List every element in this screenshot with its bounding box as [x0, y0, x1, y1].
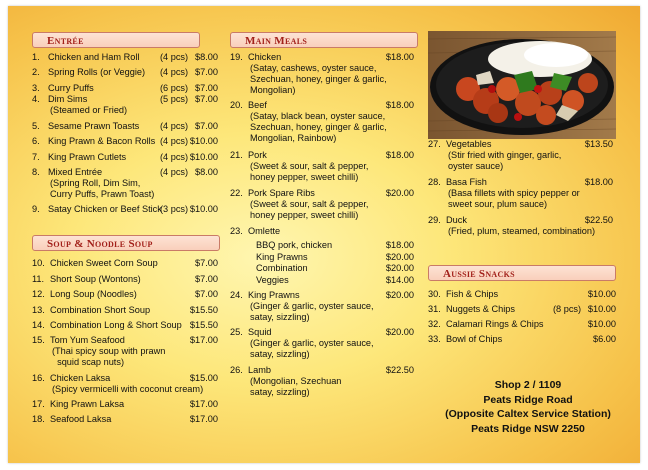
item-name: Squid	[248, 327, 272, 337]
section-header-aussie: Aussie Snacks	[428, 265, 616, 281]
item-price: $18.00	[385, 100, 414, 110]
item-price: $7.00	[195, 83, 218, 93]
item-name: Nuggets & Chips	[446, 304, 515, 314]
item-number: 1.	[32, 52, 40, 62]
menu-item	[32, 204, 218, 215]
item-number: 24.	[230, 290, 243, 300]
menu-item	[32, 83, 218, 94]
menu-item	[230, 327, 414, 359]
menu-item	[230, 365, 414, 397]
item-price: $18.00	[385, 52, 414, 62]
item-number: 7.	[32, 152, 40, 162]
item-name: Seafood Laksa	[50, 414, 112, 424]
item-name: Dim Sims	[48, 94, 88, 104]
item-quantity: (4 pcs)	[160, 152, 189, 162]
item-name: King Prawn Laksa	[50, 399, 125, 409]
menu-item	[32, 152, 218, 163]
item-description: (Spring Roll, Dim Sim, Curry Puffs, Prawn Toast)	[50, 178, 155, 199]
item-name: Lamb	[248, 365, 271, 375]
menu-item	[428, 319, 616, 330]
menu-item	[32, 52, 218, 63]
item-name: Curry Puffs	[48, 83, 94, 93]
item-number: 11.	[32, 274, 45, 284]
item-name: Bowl of Chips	[446, 334, 503, 344]
item-name: Spring Rolls (or Veggie)	[48, 67, 146, 77]
item-quantity: (4 pcs)	[160, 167, 189, 177]
item-number: 30.	[428, 289, 441, 299]
item-number: 15.	[32, 335, 45, 345]
item-name: Combination Short Soup	[50, 305, 151, 315]
item-price: $20.00	[385, 252, 414, 262]
item-number: 12.	[32, 289, 45, 299]
menu-item	[230, 150, 414, 182]
item-quantity: (5 pcs)	[160, 94, 189, 104]
item-name: Basa Fish	[446, 177, 487, 187]
item-name: King Prawn Cutlets	[48, 152, 127, 162]
item-price: $8.00	[195, 167, 218, 177]
menu-item	[230, 226, 414, 237]
menu-item	[428, 289, 616, 300]
menu-item	[428, 139, 613, 171]
item-name: Pork Spare Ribs	[248, 188, 315, 198]
menu-item	[230, 275, 414, 286]
item-price: $6.00	[593, 334, 616, 344]
item-price: $15.50	[189, 320, 218, 330]
item-name: Chicken	[248, 52, 282, 62]
item-name: Tom Yum Seafood	[50, 335, 125, 345]
menu-item	[230, 100, 414, 143]
menu-item	[230, 240, 414, 251]
item-name: Duck	[446, 215, 467, 225]
item-number: 14.	[32, 320, 45, 330]
item-price: $13.50	[584, 139, 613, 149]
item-price: $7.00	[195, 258, 218, 268]
item-quantity: (4 pcs)	[160, 121, 189, 131]
item-number: 20.	[230, 100, 243, 110]
menu-item	[32, 121, 218, 132]
item-name: Chicken and Ham Roll	[48, 52, 140, 62]
item-description: (Steamed or Fried)	[50, 105, 128, 115]
menu-item	[32, 399, 218, 410]
item-description: (Satay, black bean, oyster sauce, Szechuan, honey, ginger & garlic, Mongolian, Rainbow)	[250, 111, 387, 143]
item-description: (Sweet & sour, salt & pepper, honey pepper, sweet chilli)	[250, 199, 369, 220]
item-description: (Sweet & sour, salt & pepper, honey pepper, sweet chilli)	[250, 161, 369, 182]
shop-address: Shop 2 / 1109 Peats Ridge Road (Opposite Caltex Service Station) Peats Ridge NSW 2250	[445, 379, 611, 435]
item-number: 2.	[32, 67, 40, 77]
menu-item	[230, 252, 414, 263]
item-name: Omlette	[248, 226, 281, 236]
item-name: King Prawn & Bacon Rolls	[48, 136, 156, 146]
item-name: Satay Chicken or Beef Stick	[48, 204, 162, 214]
menu-item	[230, 188, 414, 220]
item-price: $7.00	[195, 274, 218, 284]
item-name: Fish & Chips	[446, 289, 499, 299]
item-quantity: (8 pcs)	[553, 304, 582, 314]
section-header-soup: Soup & Noodle Soup	[32, 235, 220, 251]
item-quantity: (3 pcs)	[160, 204, 189, 214]
item-name: Combination	[256, 263, 308, 273]
item-price: $8.00	[195, 52, 218, 62]
item-price: $7.00	[195, 121, 218, 131]
item-price: $7.00	[195, 67, 218, 77]
item-number: 10.	[32, 258, 45, 268]
item-number: 32.	[428, 319, 441, 329]
menu-item	[32, 167, 218, 199]
item-price: $7.00	[195, 289, 218, 299]
item-number: 9.	[32, 204, 40, 214]
food-photo	[428, 31, 616, 139]
item-description: (Satay, cashews, oyster sauce, Szechuan, honey, ginger & garlic, Mongolian)	[250, 63, 387, 95]
item-price: $17.00	[189, 335, 218, 345]
menu-item	[428, 177, 613, 209]
menu-item	[428, 215, 613, 236]
menu-item	[32, 414, 218, 425]
menu-item	[428, 304, 616, 315]
menu-item	[32, 94, 218, 115]
item-price: $22.50	[584, 215, 613, 225]
item-name: BBQ pork, chicken	[256, 240, 333, 250]
item-price: $18.00	[385, 150, 414, 160]
section-header-entree: Entrée	[32, 32, 200, 48]
item-number: 21.	[230, 150, 243, 160]
item-price: $10.00	[587, 304, 616, 314]
section-header-main: Main Meals	[230, 32, 418, 48]
item-price: $10.00	[189, 152, 218, 162]
item-description: (Ginger & garlic, oyster sauce, satay, sizzling)	[250, 338, 374, 359]
menu-item	[230, 263, 414, 274]
item-number: 8.	[32, 167, 40, 177]
item-number: 19.	[230, 52, 243, 62]
item-name: Pork	[248, 150, 267, 160]
item-name: Vegetables	[446, 139, 492, 149]
item-number: 26.	[230, 365, 243, 375]
item-number: 27.	[428, 139, 441, 149]
item-number: 29.	[428, 215, 441, 225]
item-name: Mixed Entrée	[48, 167, 103, 177]
item-price: $15.50	[189, 305, 218, 315]
item-description: (Basa fillets with spicy pepper or sweet sour, plum sauce)	[448, 188, 580, 209]
item-price: $10.00	[189, 204, 218, 214]
menu-item	[32, 320, 218, 331]
item-description: (Fried, plum, steamed, combination)	[448, 226, 596, 236]
item-name: King Prawns	[248, 290, 300, 300]
item-number: 22.	[230, 188, 243, 198]
item-price: $22.50	[385, 365, 414, 375]
menu-item	[230, 52, 414, 95]
item-price: $20.00	[385, 290, 414, 300]
item-number: 31.	[428, 304, 441, 314]
menu-item	[428, 334, 616, 345]
item-name: Beef	[248, 100, 267, 110]
item-number: 16.	[32, 373, 45, 383]
food-photo-image	[428, 31, 616, 139]
item-number: 33.	[428, 334, 441, 344]
item-number: 13.	[32, 305, 45, 315]
item-price: $10.00	[587, 319, 616, 329]
item-name: Chicken Laksa	[50, 373, 111, 383]
item-price: $17.00	[189, 414, 218, 424]
menu-item	[32, 258, 218, 269]
item-price: $18.00	[584, 177, 613, 187]
item-price: $18.00	[385, 240, 414, 250]
menu-item	[32, 305, 218, 316]
item-name: Calamari Rings & Chips	[446, 319, 544, 329]
item-name: Combination Long & Short Soup	[50, 320, 182, 330]
item-quantity: (4 pcs)	[160, 136, 189, 146]
menu-item	[32, 136, 218, 147]
item-number: 17.	[32, 399, 45, 409]
item-price: $10.00	[189, 136, 218, 146]
item-quantity: (4 pcs)	[160, 67, 189, 77]
item-number: 25.	[230, 327, 243, 337]
menu-item	[230, 290, 414, 322]
item-price: $10.00	[587, 289, 616, 299]
item-number: 18.	[32, 414, 45, 424]
item-description: (Spicy vermicelli with coconut cream)	[52, 384, 204, 394]
item-number: 3.	[32, 83, 40, 93]
item-number: 4.	[32, 94, 40, 104]
item-description: (Stir fried with ginger, garlic, oyster sauce)	[448, 150, 562, 171]
item-price: $20.00	[385, 263, 414, 273]
menu-item	[32, 274, 218, 285]
item-quantity: (4 pcs)	[160, 52, 189, 62]
item-name: Chicken Sweet Corn Soup	[50, 258, 158, 268]
item-name: Veggies	[256, 275, 289, 285]
item-name: Short Soup (Wontons)	[50, 274, 141, 284]
item-name: Long Soup (Noodles)	[50, 289, 137, 299]
item-number: 5.	[32, 121, 40, 131]
item-price: $15.00	[189, 373, 218, 383]
item-price: $20.00	[385, 327, 414, 337]
menu-item	[32, 373, 218, 394]
item-number: 6.	[32, 136, 40, 146]
item-description: (Ginger & garlic, oyster sauce, satay, sizzling)	[250, 301, 374, 322]
menu-item	[32, 67, 218, 78]
item-price: $7.00	[195, 94, 218, 104]
item-price: $14.00	[385, 275, 414, 285]
item-description: (Mongolian, Szechuan satay, sizzling)	[250, 376, 342, 397]
item-quantity: (6 pcs)	[160, 83, 189, 93]
item-description: (Thai spicy soup with prawn squid scap nuts)	[52, 346, 166, 367]
menu-item	[32, 335, 218, 367]
item-price: $20.00	[385, 188, 414, 198]
item-number: 28.	[428, 177, 441, 187]
item-name: King Prawns	[256, 252, 308, 262]
menu-card	[8, 6, 640, 463]
item-name: Sesame Prawn Toasts	[48, 121, 140, 131]
menu-item	[32, 289, 218, 300]
item-number: 23.	[230, 226, 243, 236]
item-price: $17.00	[189, 399, 218, 409]
